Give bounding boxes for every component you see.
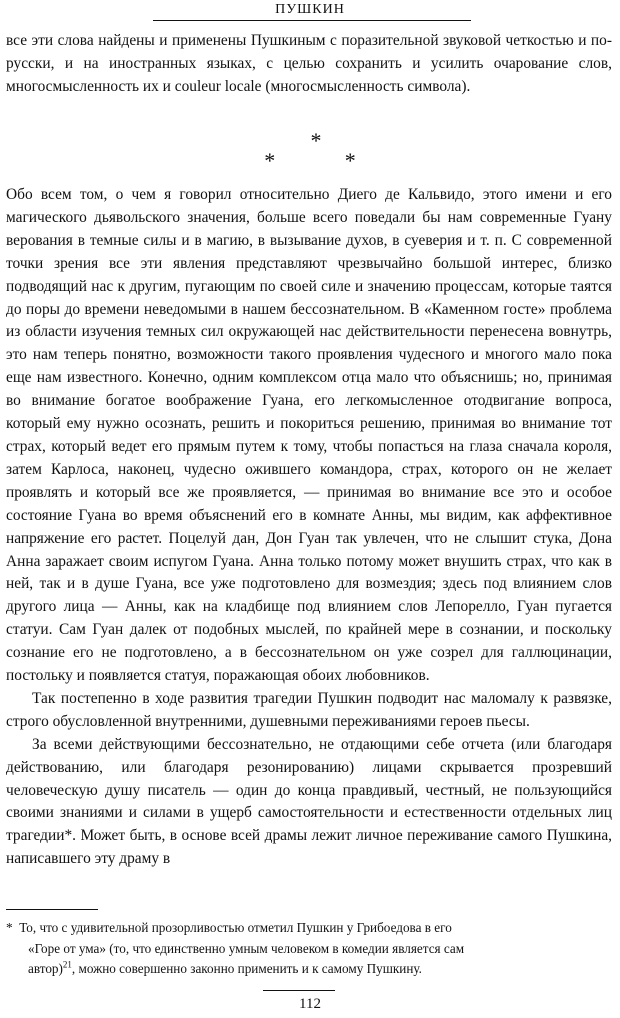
footnote-text: автор): [28, 961, 63, 976]
footnote-reference: 21: [62, 959, 72, 970]
main-text-block: [6, 184, 612, 871]
page-number: 112: [299, 996, 321, 1012]
paragraph: За всеми действующими бессознательно, не отдающими себе отчета (или благодаря действованию, или благодаря резонированию) лицами скрывается прозревший человеческую душу писатель — один до конца правдивый, честный, не пользующийся своими знаниями и силами в ущерб самостоятельности и естественности отдельных лиц трагедии*. Может быть, в основе всей драмы лежит личное переживание самого Пушкина, написавшего эту драму в: [6, 735, 612, 868]
footnote: [6, 918, 610, 980]
footnote-line: [6, 918, 610, 939]
footnote-line: [6, 959, 610, 980]
section-break-stars-bottom: * *: [264, 148, 388, 173]
running-head: ПУШКИН: [275, 2, 345, 17]
page-number-rule: [263, 990, 335, 991]
section-break-star-top: *: [310, 128, 322, 153]
paragraph: все эти слова найдены и применены Пушкиным с поразительной звуковой четкостью и по-русски, и на иностранных языках, с целью сохранить и усилить очарование слов, многосмысленность их и couleur locale (многосмысленность символа).: [6, 32, 612, 95]
paragraph: Обо всем том, о чем я говорил относительно Диего де Кальвидо, этого имени и его магического дьявольского значения, больше всего поведали бы нам современные Гуану верования в темные силы и в магию, в вызывание духов, в суеверия и т. п. С современной точки зрения все эти явления представляют чрезвычайно большой интерес, близко подводящий нас к другим, пугающим по своей силе и значению процессам, которые таятся до поры до времени неведомыми в нашем бессознательном. В «Каменном госте» проблема из области изучения темных сил окружающей нас действительности перенесена вовнутрь, это нам теперь понятно, возможности такого проявления чудесного и многого мало пока еще нам известного. Конечно, одним комплексом отца мало что объяснишь; но, принимая во внимание богатое воображение Гуана, его легкомысленное отодвигание вопроса, который ему нужно осознать, решить и покориться решению, принимая во внимание тот страх, который ведет его прямым путем к тому, чтобы попасться на глаза сначала короля, затем Карлоса, наконец, чудесно ожившего командора, страх, которого он не желает проявлять и который все же проявляется, — принимая во внимание все это и особое состояние Гуана во время объяснений его в комнате Анны, мы видим, как аффективное напряжение его растет. Поцелуй дан, Дон Гуан так увлечен, что не слышит стука, Дона Анна заражает своим испугом Гуана. Анна только потому может внушить страх, что как в ней, так и в душе Гуана, все уже подготовлено для возмездия; здесь под влиянием слов другого лица — Анны, как на кладбище под влиянием слов Лепорелло, Гуан пугается статуи. Сам Гуан далек от подобных мыслей, по крайней мере в сознании, и поскольку сознание его не подготовлено, а в бессознательном он уже созрел для галлюцинации, постольку и появляется статуя, поражающая обоих любовников.: [6, 186, 612, 685]
header-rule: [153, 20, 471, 21]
paragraph: Так постепенно в ходе развития трагедии Пушкин подводит нас маломалу к развязке, строго обусловленной внутренними, душевными переживаниями героев пьесы.: [6, 689, 612, 730]
footnote-text: То, что с удивительной прозорливостью отметил Пушкин у Грибоедова в его: [19, 920, 452, 935]
footnote-line: «Горе от ума» (то, что единственно умным человеком в комедии является сам: [28, 940, 465, 956]
continued-paragraph-block: [6, 30, 612, 99]
footnote-rule: [6, 909, 98, 910]
footnote-marker: *: [6, 920, 13, 935]
footnote-text: , можно совершенно законно применить и к самому Пушкину.: [71, 961, 422, 976]
